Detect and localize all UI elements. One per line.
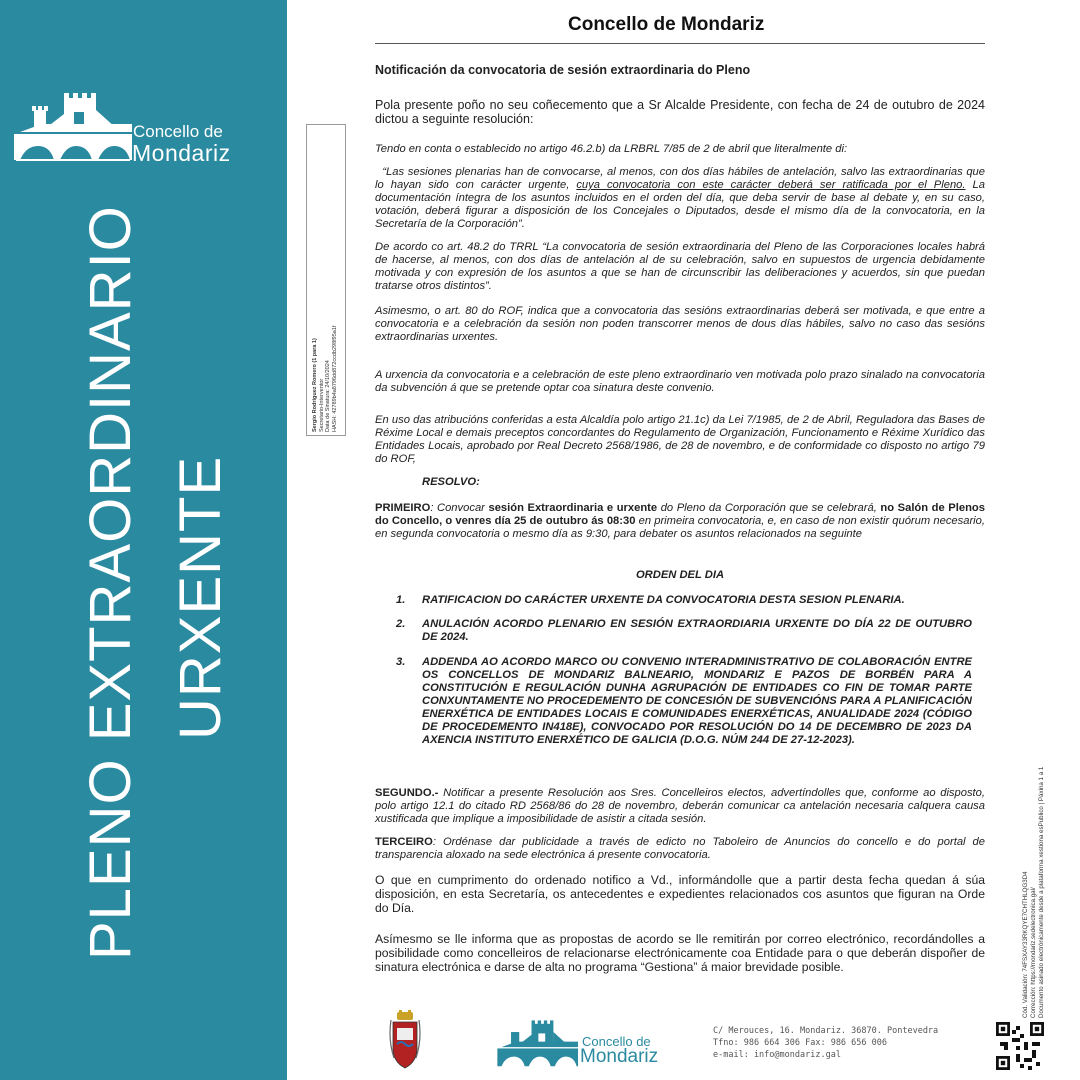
header-divider <box>375 43 985 44</box>
quote-underlined: cuya convocatoria con este carácter deberá ser ratificada por el Pleno. <box>576 179 966 191</box>
propostas-paragraph: Asímesmo se lle informa que as propostas de acordo se lle remitirán por correo electrónico, recordándolles a posibilidade como concelleiros de relacionarse electrónicamente coa Entidade para o que deberán dispoñer de sinatura electrónica e darse de alta no programa “Gestiona” á maior brevidade posible. <box>375 932 985 974</box>
quote-part-2: La documentación íntegra de los asuntos incluidos en el orden del día, que deba servir de base al debate y, en su caso, votación, deberá figurar a disposición de los Concejales o Diputados, desde el mismo día de la convocatoria, en la Secretaría de la Corporación”. <box>375 179 985 230</box>
urxencia-paragraph: A urxencia da convocatoria e a celebración de este pleno extraordinario ven motivada polo prazo sinalado na convocatoria da subvención á que se pretende optar coa sinatura deste convenio. <box>375 369 985 394</box>
agenda-item-text: ADDENDA AO ACORDO MARCO OU CONVENIO INTERADMINISTRATIVO DE COLABORACIÓN ENTRE OS CONCELLOS DE MONDARIZ BALNEARIO, MONDARIZ E PAZOS DE BORBÉN PARA A CONSTITUCIÓN E REGULACIÓN DUNHA AGRUPACIÓN DE ENTIDADES CO FIN DE TOMAR PARTE CONXUNTAMENTE NO PROCEDEMENTO DE CONCESIÓN DE SUBVENCIÓNS PARA A PLANIFICACIÓN ENERXÉTICA DE ENTIDADES LOCAIS E COMUNIDADES ENERXÉTICAS, ANUALIDADE 2024 (CÓDIGO DE PROCEDEMENTO IN418E), CONVOCADO POR RESOLUCIÓN DO 14 DE DECEMBRO DE 2023 DA AXENCIA INSTITUTO ENERXÉTICO DE GALICIA (D.O.G. NÚM 244 DE 27-12-2023). <box>422 656 972 746</box>
terceiro-text: : Ordénase dar publicidade a través de edicto no Taboleiro de Anuncios do concello e do portal de transparencia aloxado na sede electrónica á presente convocatoria. <box>375 836 985 861</box>
terceiro-label: TERCEIRO <box>375 836 433 848</box>
primeiro-bold-2: no Salón de Plenos do Concello, o venres día 25 de outubro ás 08:30 <box>375 502 985 527</box>
primeiro-paragraph <box>375 502 985 541</box>
agenda-item <box>396 618 972 644</box>
primeiro-text-3: en primeira convocatoria, e, en caso de non existir quórum necesario, en segunda convocatoria o mesmo día as 9:30, para debater os asuntos relacionados na seguinte <box>375 515 985 540</box>
footer-concello-logo <box>496 1016 666 1072</box>
footer-contact <box>713 1025 938 1061</box>
signature-hash: HASH: 42789b4a8796dd872ccdb298f95a1f <box>331 325 338 432</box>
footer-phone: Tfno: 986 664 306 Fax: 986 656 006 <box>713 1038 887 1048</box>
document-header: Concello de Mondariz <box>568 14 765 35</box>
quote-paragraph <box>375 166 985 231</box>
footer-email[interactable]: e-mail: info@mondariz.gal <box>713 1050 841 1060</box>
agenda-item <box>396 656 972 747</box>
agenda-item-number: 3. <box>396 656 406 668</box>
footer-logo-text-mondariz: Mondariz <box>580 1046 659 1067</box>
coat-of-arms-icon <box>388 1010 422 1072</box>
terceiro-paragraph <box>375 836 985 862</box>
primeiro-text-2: do Pleno da Corporación que se celebrará, <box>657 502 881 514</box>
validation-code: Cód. Validación: 74FSXAY33RKQYE7CHTHLQG3D4 <box>1022 871 1029 1018</box>
validation-url: Corrección: https://mondariz.sedelectronica.gal/ <box>1030 887 1037 1018</box>
intro-paragraph: Pola presente poño no seu coñecemento que a Sr Alcalde Presidente, con fecha de 24 de outubro de 2024 dictou a seguinte resolución: <box>375 98 985 126</box>
validation-side-text <box>1022 767 1046 1018</box>
cumprimento-paragraph: O que en cumprimento do ordenado notifico a Vd., informándolle que a partir desta fecha quedan á súa disposición, en esta Secretaría, os antecedentes e expedientes relacionados cos asuntos que figuran na Orde do Día. <box>375 873 985 915</box>
validation-platform: Documento asinado electrónicamente desde a plataforma xestiona esPublico | Páxina 1 a 1 <box>1038 766 1045 1018</box>
segundo-text: Notificar a presente Resolución aos Sres. Concelleiros electos, advertíndolles que, conforme ao disposto, polo artigo 12.1 do citado RD 2568/86 do 28 de novembro, deberán comunicar ca antelación necesaria calquera causa xustificada que implique a imposibilidade de asistir a citada sesión. <box>375 787 985 825</box>
notification-title: Notificación da convocatoria de sesión extraordinaria do Pleno <box>375 63 751 77</box>
qr-code-icon <box>996 1022 1044 1070</box>
signature-date: Data de Sinatura: 24/10/2024 <box>325 360 331 432</box>
quote-part-1: “Las sesiones plenarias han de convocarse, al menos, con dos días hábiles de antelación, salvo las extraordinarias que lo hayan sido con carácter urgente, <box>375 166 986 191</box>
primeiro-text-1: : Convocar <box>430 502 489 514</box>
orden-del-dia-title: ORDEN DEL DIA <box>635 569 725 581</box>
agenda-item-number: 2. <box>396 618 406 630</box>
signature-stamp-text <box>312 326 338 432</box>
segundo-paragraph <box>375 787 985 826</box>
agenda-item-number: 1. <box>396 594 406 606</box>
agenda-item <box>396 594 972 607</box>
sidebar-banner <box>0 0 287 1080</box>
footer-logo-text-concello: Concello de <box>582 1034 651 1049</box>
primeiro-bold-1: sesión Extraordinaria e urxente <box>488 502 658 514</box>
rof-paragraph: Asimesmo, o art. 80 do ROF, indica que a convocatoria das sesións extraordinarias deberá ser motivada, e que entre a convocatoria e a celebración da sesión non poden transcorrer menos de dous días hábiles, salvo no caso das sesións extraordinarias urxentes. <box>375 305 985 343</box>
castle-bridge-icon <box>12 90 132 165</box>
document-page <box>300 0 1080 1080</box>
vertical-title-line2: URXENTE <box>168 455 233 740</box>
signature-role: Secretario-Interventor <box>318 378 325 432</box>
agenda-item-text: RATIFICACION DO CARÁCTER URXENTE DA CONVOCATORIA DESTA SESION PLENARIA. <box>422 594 905 606</box>
resolvo-heading: RESOLVO: <box>422 476 480 488</box>
agenda-item-text: ANULACIÓN ACORDO PLENARIO EN SESIÓN EXTRAORDIARIA URXENTE DO DÍA 22 DE OUTUBRO DE 2024. <box>422 618 972 643</box>
vertical-title-line1: PLENO EXTRAORDINARIO <box>78 205 143 960</box>
logo-text-mondariz: Mondariz <box>132 140 231 166</box>
logo-text-concello: Concello de <box>133 122 223 141</box>
signature-name: Sergio Rodríguez Romero (1 para 1) <box>312 338 318 432</box>
lrbrl-paragraph: Tendo en conta o establecido no artigo 46.2.b) da LRBRL 7/85 de 2 de abril que literalmente di: <box>375 143 848 155</box>
atribucions-paragraph: En uso das atribucións conferidas a esta Alcaldía polo artigo 21.1c) da Lei 7/1985, de 2 de Abril, Reguladora das Bases de Réxime Local e demais preceptos concordantes do Regulamento de Organización, Funcionamento e Réxime Xurídico das Entidades Locais, aprobado por Real Decreto 2568/1986, de 28 de novembro, e de conformidade co disposto no artigo 79 do ROF, <box>375 414 985 465</box>
footer-address: C/ Merouces, 16. Mondariz. 36870. Pontevedra <box>713 1026 939 1036</box>
segundo-label: SEGUNDO.- <box>375 787 439 799</box>
trrl-paragraph: De acordo co art. 48.2 do TRRL “La convocatoria de sesión extraordinaria del Pleno de las Corporaciones locales habrá de hacerse, al menos, con dos días de antelación al de su celebración, salvo en supuestos de urgencia debidamente motivada y con expresión de los asuntos a que se han de circunscribir las deliberaciones y acuerdos, sin que puedan tratarse otros distintos”. <box>375 241 985 292</box>
primeiro-label: PRIMEIRO <box>375 502 431 514</box>
castle-bridge-icon <box>496 1016 578 1072</box>
